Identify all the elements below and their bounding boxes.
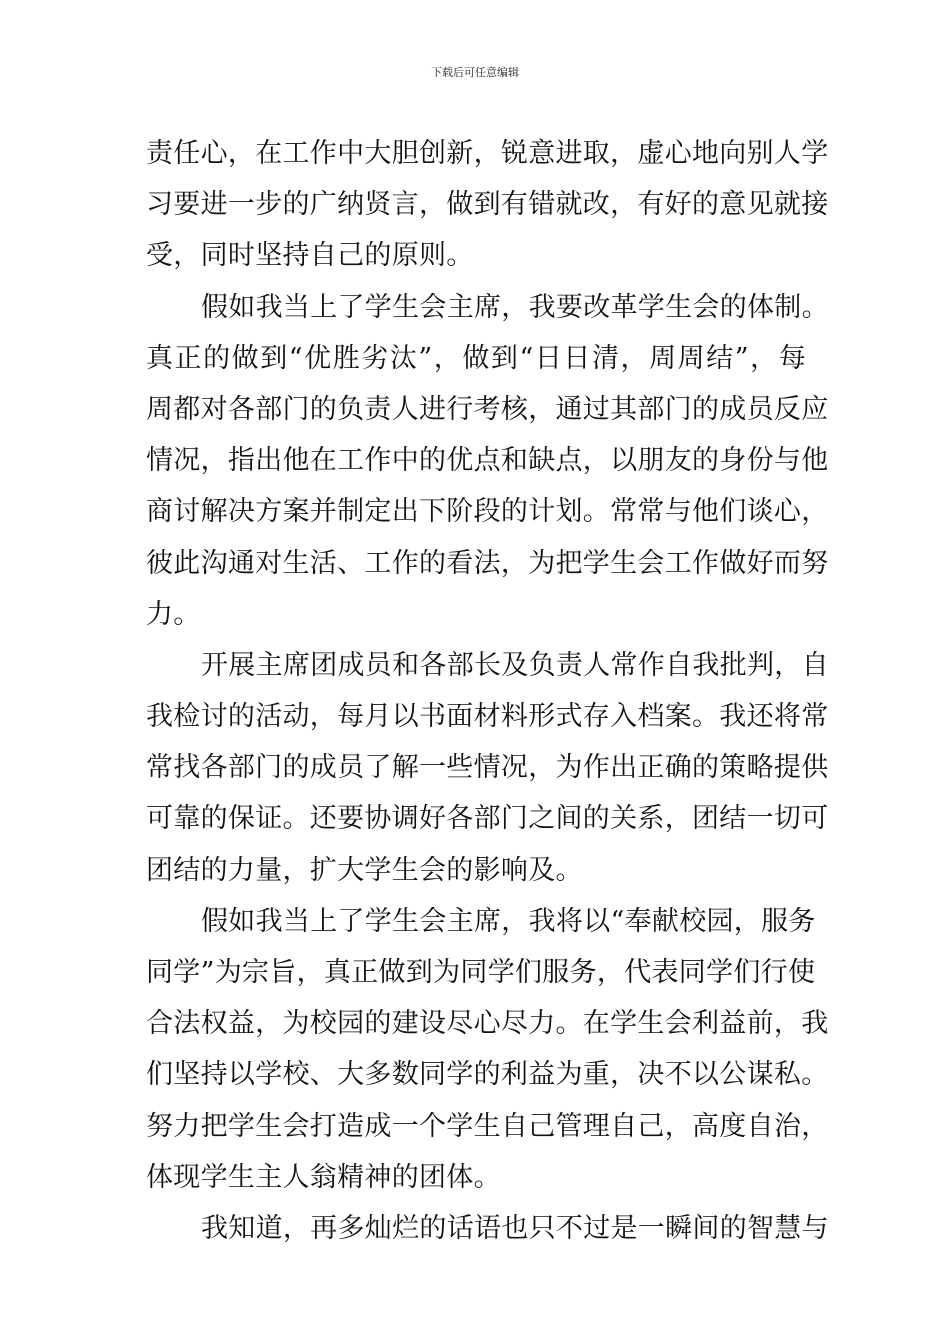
text-line: 周都对各部门的负责人进行考核，通过其部门的成员反应	[146, 393, 829, 425]
text-line: 合法权益，为校园的建设尽心尽力。在学生会利益前，我	[146, 1008, 829, 1040]
text-line: 开展主席团成员和各部长及负责人常作自我批判，自	[201, 649, 829, 681]
text-line: 同学”为宗旨，真正做到为同学们服务，代表同学们行使	[146, 957, 816, 988]
text-line: 情况，指出他在工作中的优点和缺点，以朋友的身份与他	[146, 445, 829, 477]
text-line: 真正的做到“优胜劣汰”，做到“日日清，周周结”，每	[146, 342, 806, 374]
text-line: 常找各部门的成员了解一些情况，为作出正确的策略提供	[146, 752, 829, 784]
text-line: 力。	[146, 598, 201, 630]
text-line: 假如我当上了学生会主席，我要改革学生会的体制。	[201, 291, 829, 323]
text-line: 责任心，在工作中大胆创新，锐意进取，虚心地向别人学	[146, 138, 829, 169]
text-line: 受，同时坚持自己的原则。	[146, 240, 474, 272]
text-line: 商讨解决方案并制定出下阶段的计划。常常与他们谈心，	[146, 496, 829, 528]
text-line: 习要进一步的广纳贤言，做到有错就改，有好的意见就接	[146, 189, 829, 221]
text-line: 我检讨的活动，每月以书面材料形式存入档案。我还将常	[146, 701, 829, 733]
text-line: 们坚持以学校、大多数同学的利益为重，决不以公谋私。	[146, 1059, 829, 1091]
text-line: 我知道，再多灿烂的话语也只不过是一瞬间的智慧与	[201, 1212, 829, 1244]
page-header: 下载后可任意编辑	[431, 66, 519, 79]
document-body	[146, 128, 829, 1254]
text-line: 努力把学生会打造成一个学生自己管理自己，高度自治，	[146, 1110, 829, 1142]
text-line: 彼此沟通对生活、工作的看法，为把学生会工作做好而努	[146, 547, 829, 579]
text-line: 可靠的保证。还要协调好各部门之间的关系，团结一切可	[146, 803, 829, 835]
text-line: 体现学生主人翁精神的团体。	[146, 1161, 501, 1193]
text-line: 假如我当上了学生会主席，我将以“奉献校园，服务	[201, 905, 816, 937]
text-line: 团结的力量，扩大学生会的影响及。	[146, 854, 583, 886]
